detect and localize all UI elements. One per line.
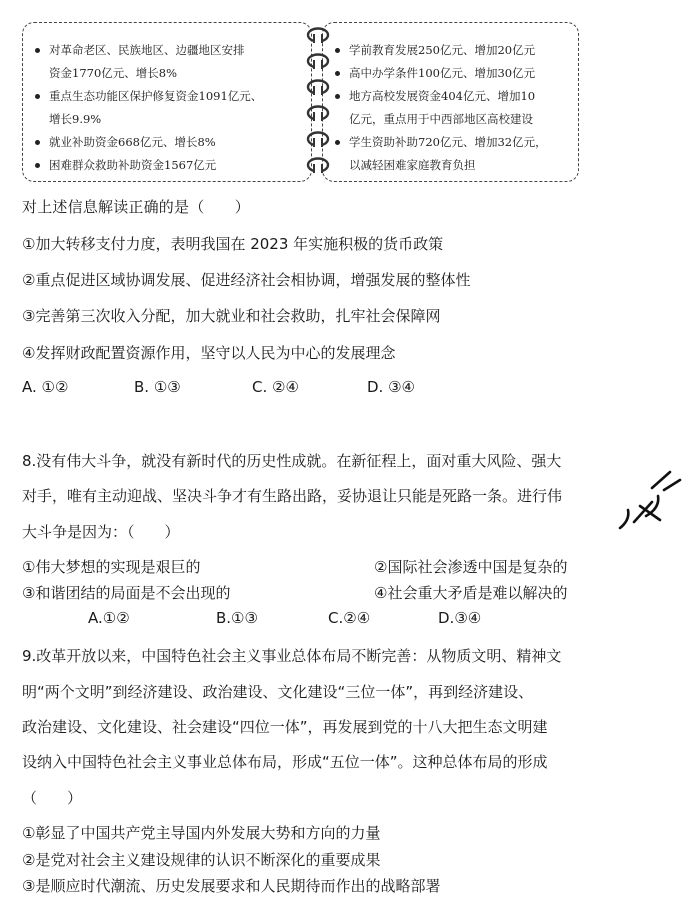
q7-item-2: ②重点促进区域协调发展、促进经济社会相协调，增强发展的整体性 [22, 271, 471, 289]
q8-stem-line-3: 大斗争是因为：（ ） [22, 523, 180, 541]
q9-stem-line-3: 政治建设、文化建设、社会建设“四位一体”，再发展到党的十八大把生态文明建 [22, 718, 548, 736]
q8-stem-line-2: 对手，唯有主动迎战、坚决斗争才有生路出路，妥协退让只能是死路一条。进行伟 [22, 487, 563, 505]
list-item: 困难群众救助补助资金1567亿元 [35, 154, 303, 177]
option-b[interactable]: B.①③ [216, 609, 258, 627]
option-c[interactable]: C.②④ [328, 609, 371, 627]
ring-icon [305, 130, 331, 148]
option-d[interactable]: D.③④ [438, 609, 482, 627]
list-item: 重点生态功能区保护修复资金1091亿元、 增长9.9% [35, 85, 303, 131]
q7-item-4: ④发挥财政配置资源作用，坚守以人民为中心的发展理念 [22, 344, 396, 362]
q9-stem-line-1: 9.改革开放以来，中国特色社会主义事业总体布局不断完善：从物质文明、精神文 [22, 647, 562, 665]
q8-item-4: ④社会重大矛盾是难以解决的 [374, 584, 568, 602]
option-c[interactable]: C. ②④ [252, 378, 299, 396]
ring-icon [305, 104, 331, 122]
q7-item-1: ①加大转移支付力度，表明我国在 2023 年实施积极的货币政策 [22, 235, 444, 253]
binder-rings [305, 24, 331, 182]
q9-stem-line-2: 明“两个文明”到经济建设、政治建设、文化建设“三位一体”，再到经济建设、 [22, 683, 534, 701]
q8-stem-line-1: 8.没有伟大斗争，就没有新时代的历史性成就。在新征程上，面对重大风险、强大 [22, 452, 562, 470]
q7-item-3: ③完善第三次收入分配，加大就业和社会救助，扎牢社会保障网 [22, 307, 441, 325]
ring-icon [305, 26, 331, 44]
list-item: 学生资助补助720亿元、增加32亿元， 以减轻困难家庭教育负担 [335, 131, 574, 177]
option-a[interactable]: A.①② [88, 609, 130, 627]
q8-item-3: ③和谐团结的局面是不会出现的 [22, 584, 231, 602]
list-item: 就业补助资金668亿元、增长8% [35, 131, 303, 154]
option-d[interactable]: D. ③④ [367, 378, 415, 396]
ring-icon [305, 156, 331, 174]
q8-item-1: ①伟大梦想的实现是艰巨的 [22, 558, 201, 576]
option-b[interactable]: B. ①③ [134, 378, 181, 396]
material-notebook [22, 22, 579, 184]
q9-item-1: ①彰显了中国共产党主导国内外发展大势和方向的力量 [22, 824, 381, 842]
list-item: 学前教育发展250亿元、增加20亿元 [335, 39, 574, 62]
list-item: 高中办学条件100亿元、增加30亿元 [335, 62, 574, 85]
material-right-panel [322, 22, 579, 182]
q9-item-3: ③是顺应时代潮流、历史发展要求和人民期待而作出的战略部署 [22, 877, 441, 895]
q9-item-2: ②是党对社会主义建设规律的认识不断深化的重要成果 [22, 851, 381, 869]
q7-stem: 对上述信息解读正确的是（ ） [22, 198, 251, 216]
q9-stem-line-4: 设纳入中国特色社会主义事业总体布局，形成“五位一体”。这种总体布局的形成 [22, 753, 548, 771]
watermark-scribble [600, 458, 686, 544]
q8-item-2: ②国际社会渗透中国是复杂的 [374, 558, 568, 576]
q8-options [88, 609, 481, 627]
option-a[interactable]: A. ①② [22, 378, 69, 396]
q7-options [22, 378, 415, 396]
list-item: 地方高校发展资金404亿元、增加10 亿元，重点用于中西部地区高校建设 [335, 85, 574, 131]
material-left-panel [22, 22, 312, 182]
ring-icon [305, 52, 331, 70]
list-item: 对革命老区、民族地区、边疆地区安排 资金1770亿元、增长8% [35, 39, 303, 85]
q9-stem-line-5: （ ） [22, 789, 83, 807]
ring-icon [305, 78, 331, 96]
